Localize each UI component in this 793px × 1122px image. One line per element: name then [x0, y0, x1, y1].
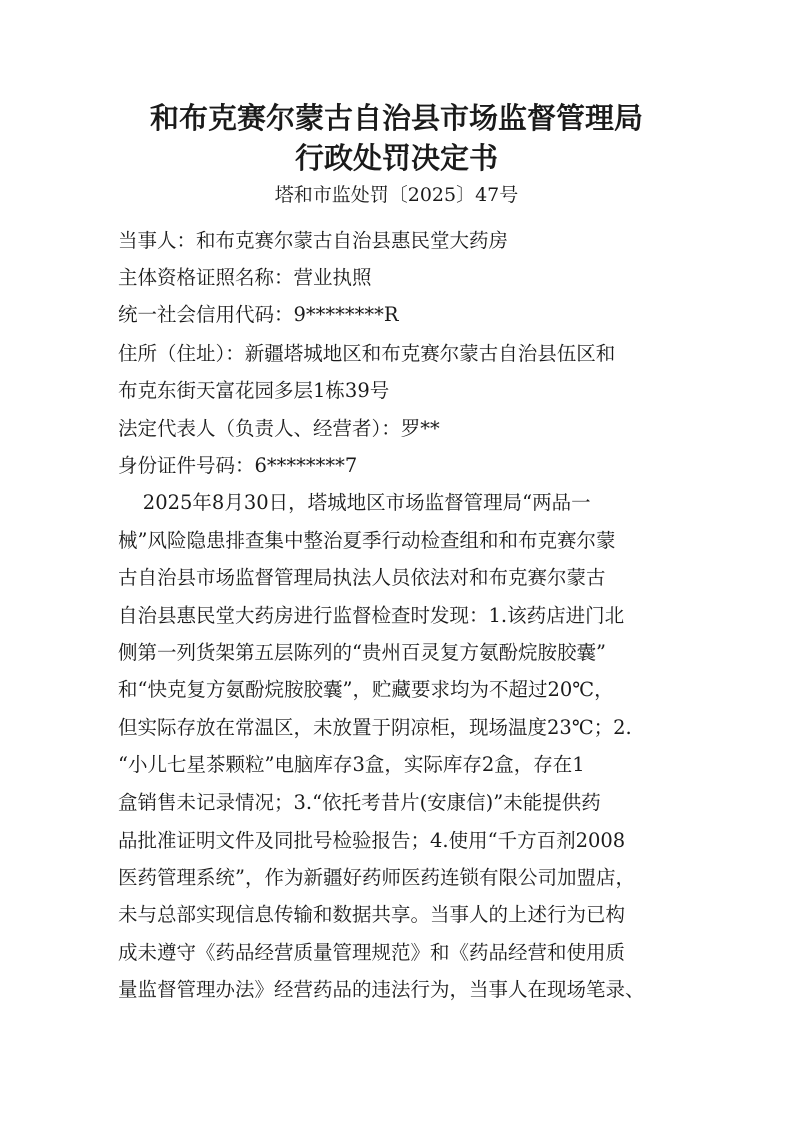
- address-line-1: 住所（住址）：新疆塔城地区和布克赛尔蒙古自治县伍区和: [118, 342, 616, 365]
- body-line: 量监督管理办法》经营药品的违法行为，当事人在现场笔录、: [118, 978, 645, 1001]
- legal-representative: 法定代表人（负责人、经营者）：罗**: [118, 417, 440, 440]
- document-title-line-1: 和布克赛尔蒙古自治县市场监督管理局: [149, 101, 643, 135]
- body-line: 盒销售未记录情况；3.“依托考昔片(安康信)”未能提供药: [118, 791, 601, 814]
- document-number: 塔和市监处罚〔2025〕47号: [274, 184, 519, 206]
- party-name: 当事人：和布克赛尔蒙古自治县惠民堂大药房: [118, 229, 509, 252]
- body-line: 侧第一列货架第五层陈列的“贵州百灵复方氨酚烷胺胶囊”: [118, 641, 606, 664]
- id-number: 身份证件号码：6********7: [118, 454, 358, 477]
- body-line: 械”风险隐患排查集中整治夏季行动检查组和和布克赛尔蒙: [118, 529, 616, 552]
- body-line: 和“快克复方氨酚烷胺胶囊”，贮藏要求均为不超过20℃，: [118, 678, 614, 701]
- license-name: 主体资格证照名称：营业执照: [118, 266, 372, 289]
- body-line: 未与总部实现信息传输和数据共享。当事人的上述行为已构: [118, 903, 626, 926]
- address-line-2: 布克东街天富花园多层1栋39号: [118, 379, 390, 402]
- document-title-line-2: 行政处罚决定书: [294, 141, 498, 175]
- body-line: 品批准证明文件及同批号检验报告；4.使用“千方百剂2008: [118, 829, 626, 852]
- body-line: 2025年8月30日，塔城地区市场监督管理局“两品一: [118, 491, 591, 514]
- body-line: 古自治县市场监督管理局执法人员依法对和布克赛尔蒙古: [118, 566, 606, 589]
- body-line: 医药管理系统”，作为新疆好药师医药连锁有限公司加盟店，: [118, 866, 635, 889]
- body-line: “小儿七星茶颗粒”电脑库存3盒，实际库存2盒，存在1: [118, 753, 585, 776]
- body-line: 但实际存放在常温区，未放置于阴凉柜，现场温度23℃；2.: [118, 716, 632, 739]
- body-line: 成未遵守《药品经营质量管理规范》和《药品经营和使用质: [118, 941, 626, 964]
- credit-code: 统一社会信用代码：9********R: [118, 303, 399, 326]
- body-line: 自治县惠民堂大药房进行监督检查时发现：1.该药店进门北: [118, 604, 625, 627]
